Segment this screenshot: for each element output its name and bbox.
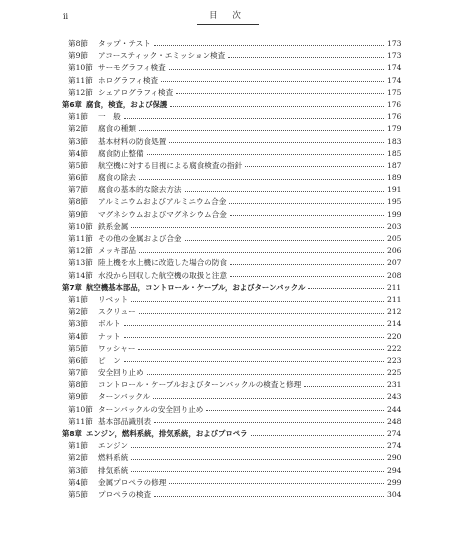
toc-leader-dots bbox=[230, 215, 384, 216]
toc-section-number: 第1節 bbox=[68, 112, 89, 122]
toc-page-number: 176 bbox=[387, 99, 402, 109]
toc-leader-dots bbox=[131, 459, 384, 460]
toc-leader-dots bbox=[124, 337, 384, 338]
toc-page-number: 299 bbox=[387, 477, 402, 487]
toc-entry-title: 腐食防止整備 bbox=[98, 148, 144, 158]
toc-section-row bbox=[62, 257, 401, 269]
toc-section-row bbox=[62, 233, 401, 245]
toc-leader-dots bbox=[230, 264, 384, 265]
toc-leader-dots bbox=[131, 471, 384, 472]
toc-page-number: 214 bbox=[387, 319, 402, 329]
toc-entry-title: プロペラの検査 bbox=[98, 489, 152, 499]
toc-entry-title: シェアログラフィ検査 bbox=[98, 87, 174, 97]
toc-section-number: 第8節 bbox=[68, 380, 89, 390]
toc-entry-title: 水没から回収した航空機の取扱と注意 bbox=[98, 270, 228, 280]
toc-section-number: 第3節 bbox=[68, 319, 89, 329]
toc-section-number: 第1節 bbox=[68, 294, 89, 304]
toc-section-row bbox=[62, 148, 401, 160]
toc-section-row bbox=[62, 294, 401, 306]
toc-page-number: 231 bbox=[387, 380, 402, 390]
toc-section-number: 第9節 bbox=[68, 209, 89, 219]
toc-section-number: 第4節 bbox=[68, 148, 89, 158]
toc-section-number: 第7節 bbox=[68, 185, 89, 195]
toc-entry-title: 基本部品識別表 bbox=[98, 416, 152, 426]
toc-section-row bbox=[62, 416, 401, 428]
toc-section-row bbox=[62, 136, 401, 148]
toc-page-number: 185 bbox=[387, 148, 402, 158]
toc-entry-title: アコースティック・エミッション検査 bbox=[98, 51, 226, 61]
toc-page-number: 175 bbox=[387, 87, 402, 97]
toc-leader-dots bbox=[245, 166, 384, 167]
toc-leader-dots bbox=[131, 447, 384, 448]
toc-page-number: 248 bbox=[387, 416, 402, 426]
toc-entry-title: ボルト bbox=[98, 319, 121, 329]
toc-section-row bbox=[62, 465, 401, 477]
toc-section-number: 第13節 bbox=[68, 258, 93, 268]
toc-section-number: 第9節 bbox=[68, 51, 89, 61]
toc-page-number: 294 bbox=[387, 465, 402, 475]
toc-entry-title: 航空機に対する目視による腐食検査の指針 bbox=[98, 160, 243, 170]
toc-section-row bbox=[62, 62, 401, 74]
toc-section-number: 第3節 bbox=[68, 465, 89, 475]
toc-section-row bbox=[62, 379, 401, 391]
toc-section-number: 第14節 bbox=[68, 270, 93, 280]
toc-section-row bbox=[62, 440, 401, 452]
toc-chapter-row bbox=[62, 99, 401, 111]
toc-section-number: 第11節 bbox=[68, 416, 93, 426]
toc-leader-dots bbox=[229, 203, 384, 204]
toc-entry-title: エンジン bbox=[98, 441, 128, 451]
toc-chapter-number: 第8章 bbox=[62, 429, 82, 438]
toc-page-number: 206 bbox=[387, 246, 402, 256]
toc-page-number: 243 bbox=[387, 392, 402, 402]
toc-entry-title: ホログラフィ検査 bbox=[98, 75, 159, 85]
toc-leader-dots bbox=[124, 118, 384, 119]
toc-page-number: 187 bbox=[387, 160, 402, 170]
toc-leader-dots bbox=[170, 106, 384, 107]
toc-section-row bbox=[62, 38, 401, 50]
toc-page-number: 211 bbox=[387, 294, 402, 304]
toc-chapter-row bbox=[62, 282, 401, 294]
toc-leader-dots bbox=[304, 386, 384, 387]
toc-section-number: 第10節 bbox=[68, 404, 93, 414]
toc-section-row bbox=[62, 367, 401, 379]
toc-entry-title: タップ・テスト bbox=[98, 39, 151, 48]
toc-entry-title: コントロール・ケーブルおよびターンバックルの検査と修理 bbox=[98, 380, 302, 390]
toc-leader-dots bbox=[154, 45, 384, 46]
toc-leader-dots bbox=[124, 325, 384, 326]
toc-section-number: 第3節 bbox=[68, 136, 89, 146]
toc-entry-title: リベット bbox=[98, 294, 129, 304]
toc-section-number: 第10節 bbox=[68, 63, 93, 73]
toc-page-number: 199 bbox=[387, 209, 402, 219]
toc-page-number: 195 bbox=[387, 197, 402, 207]
toc-section-number: 第11節 bbox=[68, 75, 93, 85]
toc-entry-title: 腐食，検査，および保護 bbox=[85, 99, 168, 109]
page-number: ii bbox=[63, 12, 69, 21]
toc-section-row bbox=[62, 111, 401, 123]
toc-section-number: 第12節 bbox=[68, 87, 93, 97]
toc-chapter-row bbox=[62, 428, 401, 440]
toc-leader-dots bbox=[147, 154, 384, 155]
toc-page-number: 176 bbox=[387, 112, 402, 122]
toc-entry-title: 排気系統 bbox=[98, 465, 129, 475]
toc-leader-dots bbox=[185, 240, 384, 241]
toc-section-row bbox=[62, 452, 401, 464]
table-of-contents bbox=[62, 38, 401, 501]
toc-entry-title: メッキ部品 bbox=[98, 246, 136, 256]
toc-section-row bbox=[62, 318, 401, 330]
toc-leader-dots bbox=[154, 496, 384, 497]
toc-page-number: 174 bbox=[387, 75, 402, 85]
toc-chapter-number: 第7章 bbox=[62, 282, 82, 292]
toc-entry-title: ターンバックル bbox=[98, 392, 151, 402]
toc-leader-dots bbox=[147, 374, 384, 375]
toc-entry-title: 燃料系統 bbox=[98, 453, 129, 463]
toc-section-number: 第2節 bbox=[68, 124, 89, 134]
toc-entry-title: 一 般 bbox=[98, 112, 121, 122]
toc-entry-title: 安全回り止め bbox=[98, 368, 144, 378]
toc-page-number: 225 bbox=[387, 368, 402, 378]
toc-section-row bbox=[62, 477, 401, 489]
toc-page-number: 173 bbox=[387, 51, 402, 61]
toc-section-row bbox=[62, 50, 401, 62]
toc-page-number: 174 bbox=[387, 63, 402, 73]
toc-entry-title: ナット bbox=[98, 331, 121, 341]
toc-leader-dots bbox=[153, 398, 384, 399]
toc-entry-title: スクリュー bbox=[98, 307, 136, 317]
toc-section-number: 第6節 bbox=[68, 355, 89, 365]
toc-page-number: 203 bbox=[387, 221, 402, 231]
toc-section-number: 第6節 bbox=[68, 173, 89, 183]
toc-section-row bbox=[62, 123, 401, 135]
toc-entry-title: ワッシャー bbox=[98, 343, 136, 353]
toc-page-number: 223 bbox=[387, 355, 402, 365]
toc-entry-title: 基本材料の防食処置 bbox=[98, 136, 167, 146]
toc-section-number: 第4節 bbox=[68, 477, 89, 487]
toc-section-row bbox=[62, 489, 401, 501]
toc-section-row bbox=[62, 172, 401, 184]
toc-leader-dots bbox=[185, 191, 384, 192]
toc-leader-dots bbox=[161, 81, 384, 82]
toc-section-row bbox=[62, 184, 401, 196]
toc-section-row bbox=[62, 331, 401, 343]
toc-section-number: 第12節 bbox=[68, 246, 93, 256]
toc-leader-dots bbox=[176, 93, 384, 94]
toc-section-row bbox=[62, 245, 401, 257]
toc-leader-dots bbox=[206, 410, 384, 411]
toc-entry-title: 腐食の種類 bbox=[98, 124, 136, 134]
toc-entry-title: 金属プロペラの修理 bbox=[98, 477, 167, 487]
toc-entry-title: エンジン，燃料系統，排気系統，およびプロペラ bbox=[85, 429, 248, 438]
toc-section-row bbox=[62, 160, 401, 172]
toc-section-number: 第8節 bbox=[68, 39, 89, 48]
toc-leader-dots bbox=[169, 69, 384, 70]
toc-section-number: 第2節 bbox=[68, 307, 89, 317]
toc-entry-title: 鉄系金属 bbox=[98, 221, 129, 231]
toc-section-number: 第9節 bbox=[68, 392, 89, 402]
toc-chapter-number: 第6章 bbox=[62, 99, 82, 109]
toc-leader-dots bbox=[131, 301, 384, 302]
toc-page-number: 222 bbox=[387, 343, 402, 353]
toc-page-number: 220 bbox=[387, 331, 402, 341]
toc-page-number: 183 bbox=[387, 136, 402, 146]
toc-leader-dots bbox=[131, 227, 384, 228]
toc-section-row bbox=[62, 391, 401, 403]
toc-page-number: 179 bbox=[387, 124, 402, 134]
toc-leader-dots bbox=[169, 483, 384, 484]
toc-section-number: 第8節 bbox=[68, 197, 89, 207]
toc-section-row bbox=[62, 270, 401, 282]
toc-section-row bbox=[62, 75, 401, 87]
toc-section-number: 第5節 bbox=[68, 160, 89, 170]
toc-section-number: 第2節 bbox=[68, 453, 89, 463]
toc-page-number: 304 bbox=[387, 489, 402, 499]
toc-leader-dots bbox=[228, 57, 384, 58]
toc-section-row bbox=[62, 209, 401, 221]
toc-leader-dots bbox=[124, 361, 384, 362]
toc-entry-title: 腐食の除去 bbox=[98, 173, 136, 183]
toc-leader-dots bbox=[139, 179, 384, 180]
toc-leader-dots bbox=[139, 252, 384, 253]
toc-page-number: 189 bbox=[387, 173, 402, 183]
toc-section-row bbox=[62, 404, 401, 416]
toc-section-number: 第5節 bbox=[68, 489, 89, 499]
toc-leader-dots bbox=[139, 130, 384, 131]
toc-section-row bbox=[62, 343, 401, 355]
toc-page-number: 274 bbox=[387, 441, 402, 451]
toc-entry-title: ターンバックルの安全回り止め bbox=[98, 404, 204, 414]
toc-section-row bbox=[62, 196, 401, 208]
toc-page-number: 212 bbox=[387, 307, 402, 317]
toc-leader-dots bbox=[251, 435, 384, 436]
toc-section-number: 第1節 bbox=[68, 441, 89, 451]
toc-leader-dots bbox=[169, 142, 384, 143]
toc-entry-title: 腐食の基本的な除去方法 bbox=[98, 185, 182, 195]
toc-page-number: 208 bbox=[387, 270, 402, 280]
toc-leader-dots bbox=[154, 422, 384, 423]
toc-section-row bbox=[62, 87, 401, 99]
toc-page-number: 205 bbox=[387, 234, 402, 243]
toc-leader-dots bbox=[138, 349, 384, 350]
toc-section-number: 第11節 bbox=[68, 234, 93, 243]
toc-page-number: 274 bbox=[387, 429, 402, 438]
toc-section-row bbox=[62, 355, 401, 367]
toc-section-row bbox=[62, 221, 401, 233]
toc-entry-title: その他の金属および合金 bbox=[98, 234, 182, 243]
toc-page-number: 191 bbox=[387, 185, 402, 195]
toc-page-number: 173 bbox=[387, 39, 402, 48]
toc-leader-dots bbox=[308, 288, 384, 289]
toc-page-number: 211 bbox=[387, 282, 402, 292]
toc-section-number: 第10節 bbox=[68, 221, 93, 231]
toc-section-number: 第7節 bbox=[68, 368, 89, 378]
page-header: 目 次 bbox=[197, 9, 259, 25]
toc-section-number: 第5節 bbox=[68, 343, 89, 353]
toc-leader-dots bbox=[230, 276, 384, 277]
toc-entry-title: サーモグラフィ検査 bbox=[98, 63, 166, 73]
toc-entry-title: 陸上機を水上機に改造した場合の防食 bbox=[98, 258, 228, 268]
toc-entry-title: ピ ン bbox=[98, 355, 121, 365]
toc-page-number: 207 bbox=[387, 258, 402, 268]
toc-entry-title: アルミニウムおよびアルミニウム合金 bbox=[98, 197, 227, 207]
toc-section-row bbox=[62, 306, 401, 318]
toc-page-number: 244 bbox=[387, 404, 402, 414]
toc-leader-dots bbox=[139, 313, 384, 314]
toc-entry-title: マグネシウムおよびマグネシウム合金 bbox=[98, 209, 227, 219]
toc-section-number: 第4節 bbox=[68, 331, 89, 341]
toc-page-number: 290 bbox=[387, 453, 402, 463]
toc-entry-title: 航空機基本部品，コントロール・ケーブル，およびターンバックル bbox=[85, 282, 306, 292]
